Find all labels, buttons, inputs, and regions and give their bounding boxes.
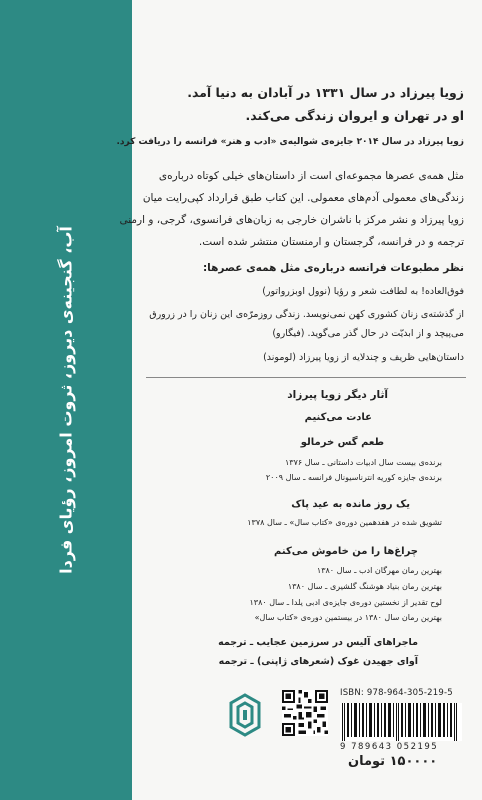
work-2-award-a: برنده‌ی بیست سال ادبیات داستانی ـ سال ۱۳۷۶: [284, 458, 442, 467]
barcode-icon: [340, 703, 462, 741]
description-line-1: مثل همه‌ی عصرها مجموعه‌ای است از داستان‌های خیلی کوتاه درباره‌ی: [158, 170, 464, 182]
press-quote-1: فوق‌العاده! به لطافت شعر و رؤیا (نوول اوبزرواتور): [262, 286, 464, 297]
cover-text-area: [116, 0, 474, 800]
work-title-2: طعم گس خرمالو: [300, 437, 384, 448]
press-quote-4: داستان‌هایی ظریف و چندلایه از زویا پیرزاد (لوموند): [263, 352, 464, 363]
work-3-award-a: تشویق شده در هفدهمین دوره‌ی «کتاب سال» ـ سال ۱۳۷۸: [247, 518, 442, 527]
bio-line-1: زویا پیرزاد در سال ۱۳۳۱ در آبادان به دنیا آمد.: [187, 85, 464, 100]
work-4-award-c: لوح تقدیر از نخستین دوره‌ی جایزه‌ی ادبی یلدا ـ سال ۱۳۸۰: [249, 598, 442, 607]
teal-spine-band: [0, 0, 132, 800]
work-2-award-b: برنده‌ی جایزه کوریه انترناسیونال فرانسه ـ سال ۲۰۰۹: [265, 473, 442, 482]
work-4-award-b: بهترین رمان بنیاد هوشنگ گلشیری ـ سال ۱۳۸۰: [287, 582, 442, 591]
barcode-number: 9 789643 052195: [340, 742, 439, 752]
award-line: زویا پیرزاد در سال ۲۰۱۴ جایزه‌ی شوالیه‌ی «ادب و هنر» فرانسه را دریافت کرد.: [116, 137, 464, 147]
press-heading: نظر مطبوعات فرانسه درباره‌ی مثل همه‌ی عصرها:: [202, 262, 464, 274]
divider: [146, 377, 466, 378]
description-line-2: زندگی‌های معمولی آدم‌های معمولی. این کتاب طبق قرارداد کپی‌رایت میان: [142, 192, 464, 204]
work-title-4: چراغ‌ها را من خاموش می‌کنم: [274, 546, 418, 557]
work-4-award-a: بهترین رمان مهرگان ادب ـ سال ۱۳۸۰: [316, 566, 442, 575]
spine-slogan: آب، گنجینه‌ی دیروز، ثروت امروز، رؤیای فردا: [56, 226, 76, 574]
isbn-label: ISBN: 978-964-305-219-5: [340, 688, 453, 698]
qr-code-icon: [282, 690, 328, 736]
press-quote-3: می‌پیچد و از ابدیّت در حال گذر می‌گوید. (فیگارو): [272, 328, 464, 339]
description-line-4: ترجمه و در فرانسه، گرجستان و ارمنستان منتشر شده است.: [198, 236, 464, 248]
work-6-translation: آوای جهیدن غوک (شعرهای ژاپنی) ـ ترجمه: [218, 656, 418, 667]
work-5-translation: ماجراهای آلیس در سرزمین عجایب ـ ترجمه: [218, 637, 418, 648]
work-title-1: عادت می‌کنیم: [304, 412, 372, 423]
publisher-logo-icon: [228, 692, 262, 738]
description-line-3: زویا پیرزاد و نشر مرکز با ناشران خارجی به زبان‌های فرانسوی، گرجی، و ارمنی: [119, 214, 464, 226]
works-heading: آثار دیگر زویا پیرزاد: [287, 389, 388, 401]
work-4-award-d: بهترین رمان سال ۱۳۸۰ در بیستمین دوره‌ی «کتاب سال»: [254, 613, 442, 622]
work-title-3: یک روز مانده به عید پاک: [291, 499, 410, 510]
press-quote-2: از گذشته‌ی زنان کشوری کهن نمی‌نویسد. زندگی روزمرّه‌ی این زنان را در زرورق: [149, 309, 464, 320]
price-label: ۱۵۰۰۰۰ تومان: [348, 754, 438, 769]
bio-line-2: او در تهران و ایروان زندگی می‌کند.: [245, 108, 464, 123]
